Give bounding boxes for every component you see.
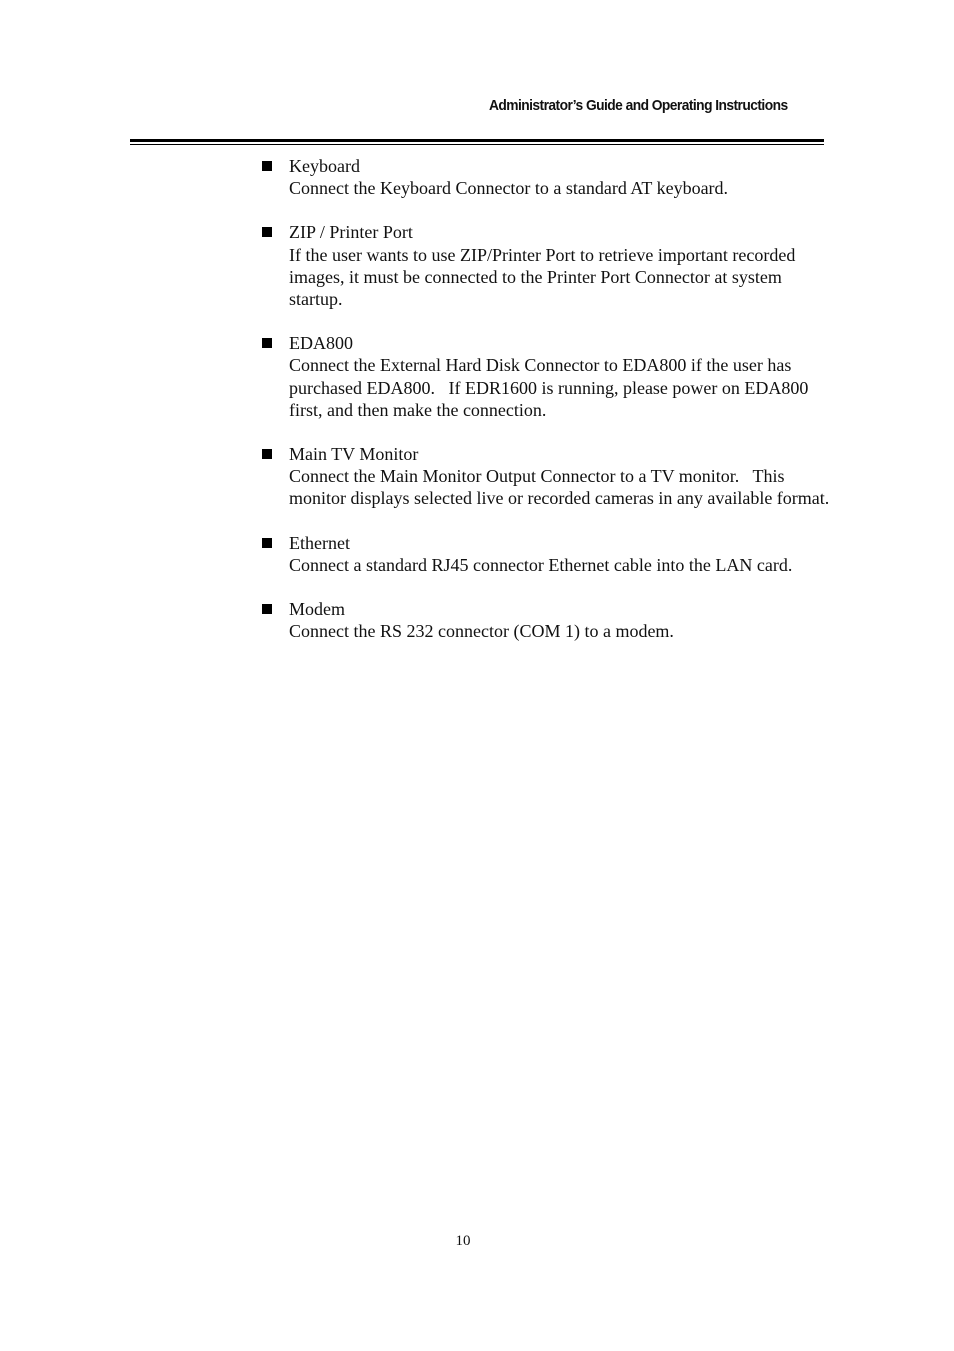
square-bullet-icon — [262, 538, 272, 548]
list-item-keyboard — [260, 155, 830, 199]
list-item-zip-printer-port — [260, 221, 830, 310]
header-rule-thin — [130, 144, 824, 145]
item-description: Connect the Keyboard Connector to a standard AT keyboard. — [289, 178, 729, 199]
list-item-ethernet — [260, 532, 830, 576]
list-item-main-tv-monitor — [260, 443, 830, 510]
list-item-modem — [260, 598, 830, 642]
item-title: EDA800 — [289, 333, 353, 354]
item-title: ZIP / Printer Port — [289, 222, 413, 243]
item-title: Ethernet — [289, 532, 350, 553]
item-description: Connect the Main Monitor Output Connector to a TV monitor. This monitor displays selected live or recorded cameras in any available format. — [289, 466, 830, 509]
square-bullet-icon — [262, 338, 272, 348]
item-description: If the user wants to use ZIP/Printer Port to retrieve important recorded images, it must be connected to the Printer Port Connector at system startup. — [289, 244, 800, 310]
item-title: Keyboard — [289, 156, 360, 176]
square-bullet-icon — [262, 227, 272, 237]
header-rule-thick — [130, 139, 824, 142]
item-title: Main TV Monitor — [289, 444, 419, 465]
connector-list — [260, 155, 830, 664]
running-header: Administrator’s Guide and Operating Instructions — [489, 97, 788, 114]
page-number: 10 — [455, 1233, 471, 1249]
square-bullet-icon — [262, 449, 272, 459]
square-bullet-icon — [262, 161, 272, 171]
item-title: Modem — [289, 599, 345, 620]
item-description: Connect the RS 232 connector (COM 1) to a modem. — [289, 621, 674, 642]
item-description: Connect the External Hard Disk Connector to EDA800 if the user has purchased EDA800. If EDR1600 is running, please power on EDA800 first, and then make the connection. — [289, 355, 813, 420]
list-item-eda800 — [260, 332, 830, 421]
item-description: Connect a standard RJ45 connector Ethernet cable into the LAN card. — [289, 554, 793, 575]
square-bullet-icon — [262, 604, 272, 614]
